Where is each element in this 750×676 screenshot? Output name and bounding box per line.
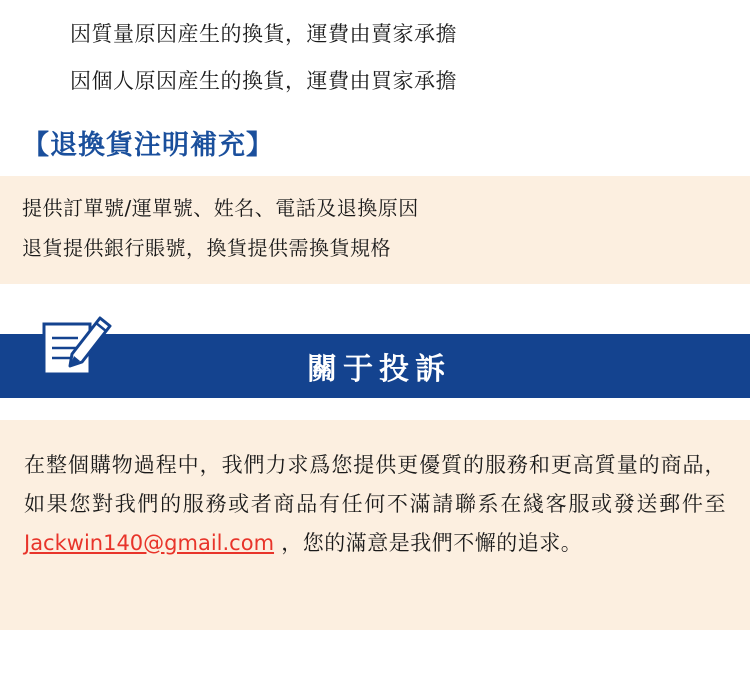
note-line-1: 提供訂單號/運單號、姓名、電話及退換原因 — [22, 196, 419, 221]
support-email-link[interactable]: Jackwin140@gmail.com — [24, 530, 275, 555]
banner-title: 關于投訴 — [307, 352, 451, 388]
complaint-text-before: 在整個購物過程中，我們力求爲您提供更優質的服務和更高質量的商品，如果您對我們的服務或者商品有任何不滿請聯系在綫客服或發送郵件至 — [24, 453, 726, 516]
policy-line-2: 因個人原因産生的換貨，運費由買家承擔 — [70, 68, 457, 93]
banner-bar — [0, 334, 750, 398]
complaint-banner — [0, 334, 750, 398]
note-box — [0, 176, 750, 284]
return-policy-lines — [0, 0, 750, 97]
complaint-paragraph — [24, 446, 726, 563]
note-line-2: 退貨提供銀行賬號，換貨提供需換貨規格 — [22, 236, 391, 261]
pencil-note-icon — [38, 306, 112, 380]
note-section-heading: 【退換貨注明補充】 — [22, 130, 274, 162]
policy-line-1: 因質量原因産生的換貨，運費由賣家承擔 — [70, 22, 457, 46]
complaint-text-box — [0, 420, 750, 630]
complaint-text-after: ，您的滿意是我們不懈的追求。 — [274, 530, 583, 555]
